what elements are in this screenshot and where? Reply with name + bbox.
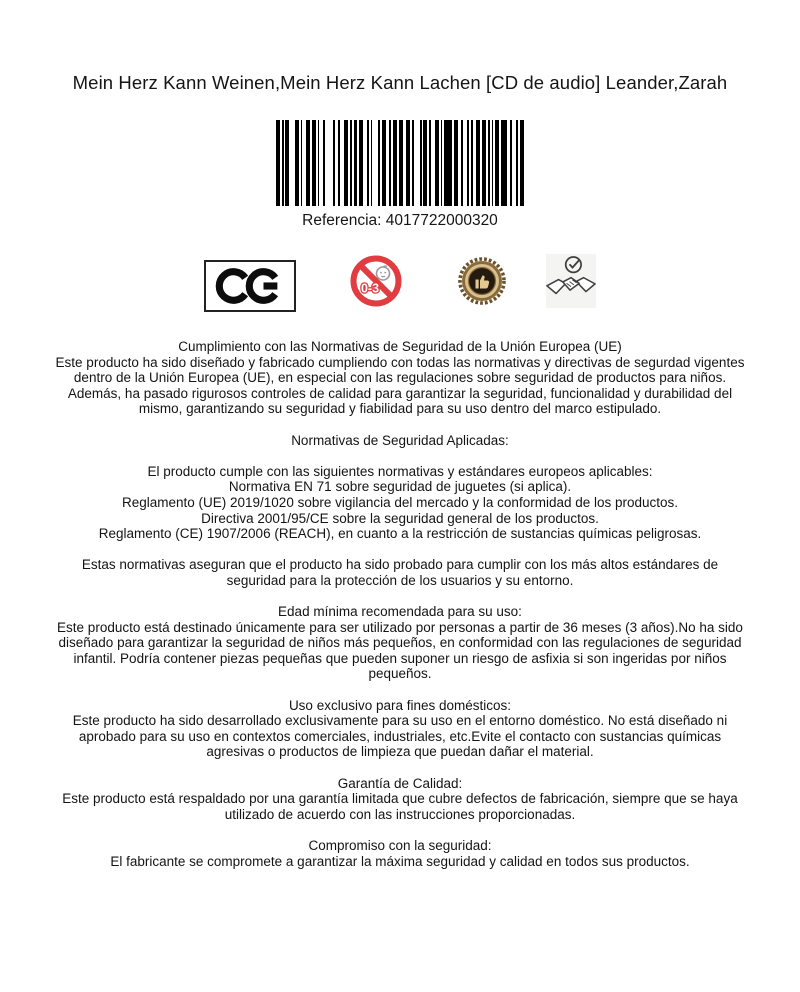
safety-commitment-section — [54, 838, 746, 869]
section-body: Este producto está respaldado por una garantía limitada que cubre defectos de fabricación, siempre que se haya utilizado de acuerdo con las instrucciones proporcionadas. — [62, 791, 738, 822]
ce-mark-icon — [204, 260, 296, 312]
handshake-icon — [546, 254, 596, 313]
section-heading: Compromiso con la seguridad: — [308, 838, 492, 853]
section-heading: Edad mínima recomendada para su uso: — [278, 604, 522, 620]
norm-line-2019-1020: Reglamento (UE) 2019/1020 sobre vigilancia del mercado y la conformidad de los productos. — [121, 494, 679, 510]
norm-line-reach: Reglamento (CE) 1907/2006 (REACH), en cuanto a la restricción de sustancias químicas peligrosas. — [98, 526, 702, 542]
norm-line-2001-95: Directiva 2001/95/CE sobre la seguridad general de los productos. — [201, 510, 599, 526]
domestic-use-section — [54, 698, 746, 760]
section-body: Este producto ha sido diseñado y fabricado cumpliendo con todas las normativas y directivas de segurdad vigentes dentro de la Unión Europea (UE), en especial con las regulaciones sobre seguridad de productos para niños. Además, ha pasado rigurosos controles de calidad para garantizar la seguridad, funcionalidad y durabilidad del mismo, garantizando su seguridad y fiabilidad para su uso dentro del marco estipulado. — [55, 354, 745, 417]
norms-assurance-section — [54, 557, 746, 588]
compliance-section — [54, 339, 746, 417]
section-heading: Uso exclusivo para fines domésticos: — [288, 697, 512, 713]
applied-norms-list-section — [54, 464, 746, 542]
applied-norms-heading-section — [54, 433, 746, 449]
barcode-image — [276, 120, 524, 206]
section-body: El fabricante se compromete a garantizar la máxima seguridad y calidad en todos sus productos. — [110, 853, 690, 869]
compliance-icons-row — [0, 254, 800, 313]
quality-badge-icon — [456, 255, 508, 312]
section-body: Este producto ha sido desarrollado exclusivamente para su uso en el entorno doméstico. No está diseñado ni aprobado para su uso en contextos comerciales, industriales, etc.Evite el contacto con sustancias químicas agresivas o productos de limpieza que puedan dañar el material. — [72, 713, 728, 760]
section-heading: Normativas de Seguridad Aplicadas: — [291, 432, 509, 448]
section-line: El producto cumple con las siguientes normativas y estándares europeos aplicables: — [147, 463, 653, 479]
quality-warranty-section — [54, 776, 746, 823]
section-heading: Cumplimiento con las Normativas de Seguridad de la Unión Europea (UE) — [178, 339, 622, 354]
product-title: Mein Herz Kann Weinen,Mein Herz Kann Lachen [CD de audio] Leander,Zarah — [72, 72, 728, 93]
minimum-age-section — [54, 604, 746, 682]
section-body: Estas normativas aseguran que el producto ha sido probado para cumplir con los más altos estándares de seguridad para la protección de los usuarios y su entorno. — [81, 557, 719, 588]
age-warning-label: 0-3 — [360, 281, 380, 296]
section-body: Este producto está destinado únicamente para ser utilizado por personas a partir de 36 meses (3 años).No ha sido diseñado para garantizar la seguridad de niños más pequeños, en conformidad con las regulaciones de seguridad infantil. Podría contener piezas pequeñas que pueden suponer un riesgo de asfixia si son ingeridas por niños pequeños. — [57, 619, 743, 682]
ce-mark-glyph — [212, 265, 288, 307]
section-heading: Garantía de Calidad: — [337, 775, 463, 791]
compliance-text — [54, 339, 746, 869]
norm-line-en71: Normativa EN 71 sobre seguridad de juguetes (si aplica). — [228, 479, 572, 495]
age-warning-icon — [350, 255, 402, 312]
barcode-reference: Referencia: 4017722000320 — [302, 212, 498, 229]
